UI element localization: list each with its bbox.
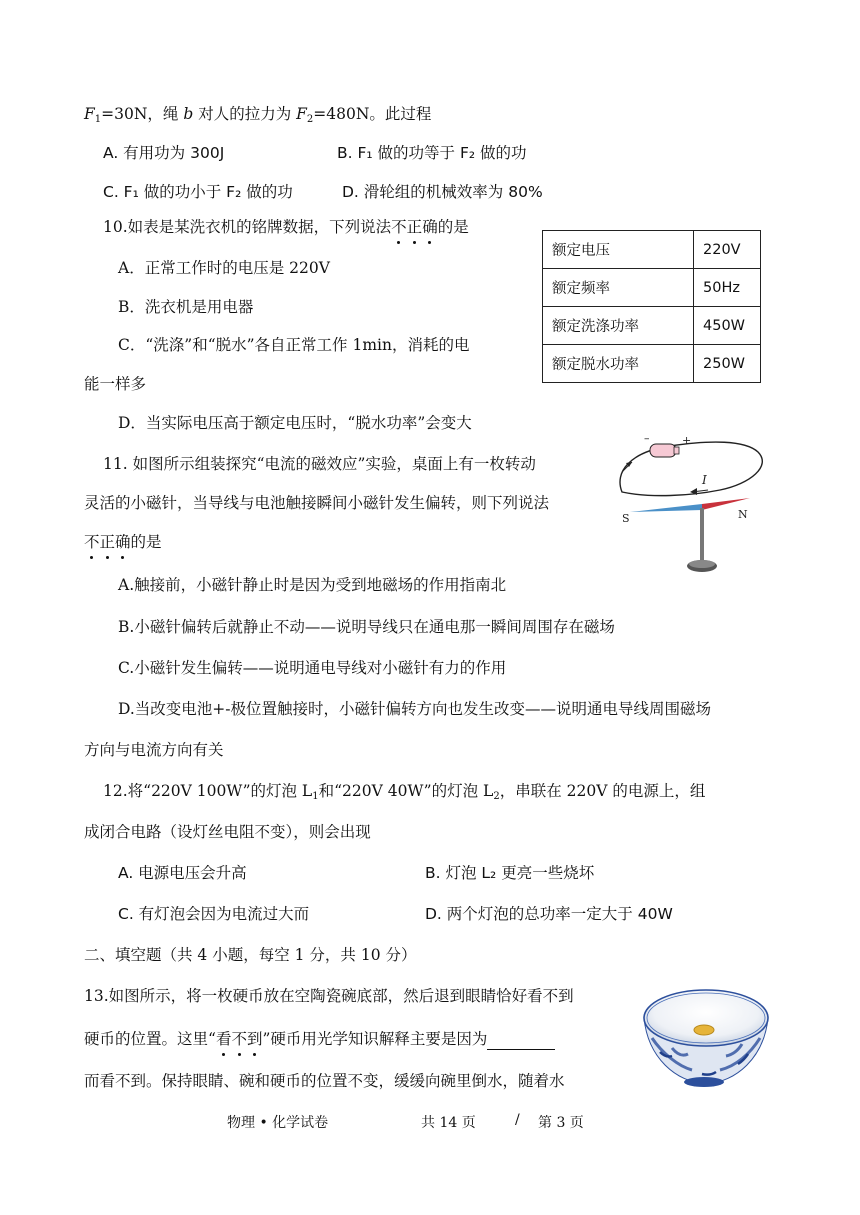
q12-stem-1a: 12.将“220V 100W”的灯泡 L bbox=[103, 782, 313, 800]
fig-s: S bbox=[622, 512, 630, 525]
q13-line-2 bbox=[84, 1028, 555, 1050]
q13-line-3: 而看不到。保持眼睛、碗和硬币的位置不变，缓缓向碗里倒水，随着水 bbox=[84, 1072, 565, 1090]
q13-line-2-start: 硬币的位置。这里“ bbox=[84, 1030, 216, 1048]
battery-icon bbox=[650, 444, 676, 457]
q12-option-a: A. 电源电压会升高 bbox=[118, 864, 247, 882]
q10-option-b: B．洗衣机是用电器 bbox=[118, 298, 254, 316]
q9-intro-line: $F_1=30N$，绳 b 对人的拉力为 $F_2=480N$。此过程 bbox=[84, 105, 432, 125]
q11-stem-2: 灵活的小磁针，当导线与电池触接瞬间小磁针发生偏转，则下列说法 bbox=[84, 494, 550, 512]
table-cell-label: 额定洗涤功率 bbox=[543, 307, 694, 345]
q9-intro-end: =480N。此过程 bbox=[313, 105, 432, 123]
bowl-with-coin-figure bbox=[642, 978, 770, 1092]
magnetic-effect-figure bbox=[610, 432, 770, 580]
q10-stem bbox=[103, 216, 469, 238]
answer-blank[interactable] bbox=[487, 1031, 555, 1050]
table-cell-value: 220V bbox=[694, 231, 761, 269]
q9-option-c: C. F₁ 做的功小于 F₂ 做的功 bbox=[103, 183, 293, 201]
q12-option-b: B. 灯泡 L₂ 更亮一些烧坏 bbox=[425, 864, 595, 882]
q9-intro: =30N，绳 bbox=[101, 105, 184, 123]
q10-emphasis: 不正确 bbox=[391, 218, 438, 236]
q10-option-c-cont: 能一样多 bbox=[84, 375, 147, 393]
q9-option-b: B. F₁ 做的功等于 F₂ 做的功 bbox=[337, 144, 527, 162]
q9-option-a: A. 有用功为 300J bbox=[103, 144, 225, 162]
q12-stem-1b: 和“220V 40W”的灯泡 L bbox=[318, 782, 494, 800]
q12-option-d: D. 两个灯泡的总功率一定大于 40W bbox=[425, 905, 673, 923]
q10-option-a: A．正常工作时的电压是 220V bbox=[118, 259, 330, 277]
q11-option-b: B.小磁针偏转后就静止不动——说明导线只在通电那一瞬间周围存在磁场 bbox=[118, 618, 615, 636]
q12-stem-1: 12.将“220V 100W”的灯泡 $L_1$和“220V 40W”的灯泡 $L_2$，串联在 220V 的电源上，组 bbox=[103, 782, 706, 802]
fig-minus: – bbox=[644, 432, 650, 445]
q11-stem-1: 11. 如图所示组装探究“电流的磁效应”实验，桌面上有一枚转动 bbox=[103, 455, 536, 473]
table-cell-value: 250W bbox=[694, 345, 761, 383]
table-cell-value: 450W bbox=[694, 307, 761, 345]
footer-subject: 物理 • 化学试卷 bbox=[227, 1115, 329, 1131]
table-row bbox=[543, 231, 761, 269]
q11-option-a: A.触接前，小磁针静止时是因为受到地磁场的作用指南北 bbox=[118, 576, 507, 594]
q9-intro-rest: 对人的拉力为 bbox=[193, 105, 297, 123]
needle-south bbox=[630, 504, 702, 512]
table-row bbox=[543, 307, 761, 345]
table-row bbox=[543, 345, 761, 383]
coin-icon bbox=[694, 1025, 714, 1035]
fig-n: N bbox=[738, 508, 748, 521]
q10-stem-start: 10.如表是某洗衣机的铭牌数据，下列说法 bbox=[103, 218, 392, 236]
section-heading: 二、填空题（共 4 小题，每空 1 分，共 10 分） bbox=[84, 946, 417, 964]
q10-option-d: D．当实际电压高于额定电压时，“脱水功率”会变大 bbox=[118, 414, 472, 432]
q10-option-c: C．“洗涤”和“脱水”各自正常工作 1min，消耗的电 bbox=[118, 336, 470, 354]
fig-current-label: I bbox=[702, 473, 707, 487]
q11-stem-end: 的是 bbox=[130, 533, 162, 551]
footer-slash: / bbox=[515, 1112, 520, 1128]
q11-option-c: C.小磁针发生偏转——说明通电导线对小磁针有力的作用 bbox=[118, 659, 507, 677]
q11-emphasis: 不正确 bbox=[84, 533, 131, 551]
table-cell-value: 50Hz bbox=[694, 269, 761, 307]
q13-line-1: 13.如图所示，将一枚硬币放在空陶瓷碗底部，然后退到眼睛恰好看不到 bbox=[84, 987, 574, 1005]
q11-option-d-cont: 方向与电流方向有关 bbox=[84, 741, 224, 759]
table-cell-label: 额定电压 bbox=[543, 231, 694, 269]
footer-total: 共 14 页 bbox=[421, 1115, 476, 1131]
nameplate-table bbox=[542, 230, 761, 383]
table-row bbox=[543, 269, 761, 307]
q11-option-d: D.当改变电池+-极位置触接时，小磁针偏转方向也发生改变——说明通电导线周围磁场 bbox=[118, 700, 712, 718]
q12-option-c: C. 有灯泡会因为电流过大而 bbox=[118, 905, 310, 923]
q12-stem-2: 成闭合电路（设灯丝电阻不变），则会出现 bbox=[84, 823, 371, 841]
q12-stem-1c: ，串联在 220V 的电源上，组 bbox=[499, 782, 706, 800]
q13-line-2-end: ”硬币用光学知识解释主要是因为 bbox=[262, 1030, 488, 1048]
fig-plus: + bbox=[682, 434, 692, 447]
footer-page-number: 第 3 页 bbox=[538, 1115, 584, 1131]
table-cell-label: 额定脱水功率 bbox=[543, 345, 694, 383]
q10-stem-end: 的是 bbox=[437, 218, 469, 236]
table-cell-label: 额定频率 bbox=[543, 269, 694, 307]
q13-emphasis: 看不到 bbox=[215, 1030, 263, 1048]
q9-option-d: D. 滑轮组的机械效率为 80% bbox=[342, 183, 543, 201]
q11-stem-3 bbox=[84, 531, 162, 553]
